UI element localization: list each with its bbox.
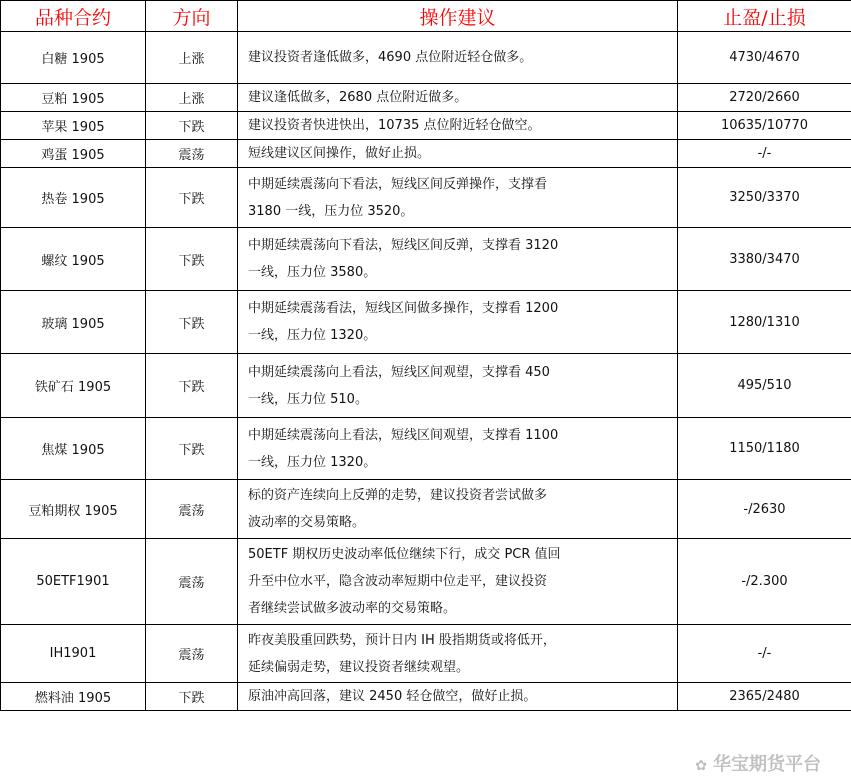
table-row (1, 625, 851, 683)
direction-cell: 上涨 (146, 32, 238, 84)
advice-line: 原油冲高回落，建议 2450 轻仓做空，做好止损。 (248, 683, 677, 710)
watermark-text: 华宝期货平台 (713, 754, 821, 775)
stop-cell: 3250/3370 (678, 168, 851, 228)
direction-cell: 下跌 (146, 228, 238, 291)
advice-line: 昨夜美股重回跌势，预计日内 IH 股指期货或将低开， (248, 627, 677, 654)
table-row (1, 354, 851, 418)
advice-cell (238, 418, 678, 480)
advice-line: 短线建议区间操作，做好止损。 (248, 140, 677, 167)
header-row (1, 1, 851, 32)
product-cell: 燃料油 1905 (1, 683, 146, 711)
product-cell: 焦煤 1905 (1, 418, 146, 480)
product-cell: IH1901 (1, 625, 146, 683)
table-row (1, 84, 851, 112)
stop-cell: 495/510 (678, 354, 851, 418)
direction-cell: 上涨 (146, 84, 238, 112)
table-row (1, 228, 851, 291)
advice-line: 建议投资者逢低做多，4690 点位附近轻仓做多。 (248, 44, 677, 71)
product-cell: 玻璃 1905 (1, 291, 146, 354)
direction-cell: 震荡 (146, 480, 238, 539)
advice-line: 一线，压力位 1320。 (248, 322, 677, 349)
stop-cell: 4730/4670 (678, 32, 851, 84)
advice-line: 建议投资者快进快出，10735 点位附近轻仓做空。 (248, 112, 677, 139)
advice-line: 中期延续震荡向下看法，短线区间反弹操作，支撑看 (248, 171, 677, 198)
stop-cell: 2720/2660 (678, 84, 851, 112)
stop-cell: -/- (678, 625, 851, 683)
advice-line: 3180 一线，压力位 3520。 (248, 198, 677, 225)
table-row (1, 140, 851, 168)
table-row (1, 32, 851, 84)
advice-line: 一线，压力位 510。 (248, 386, 677, 413)
stop-cell: 3380/3470 (678, 228, 851, 291)
direction-cell: 震荡 (146, 625, 238, 683)
advice-cell (238, 140, 678, 168)
advice-line: 中期延续震荡向上看法，短线区间观望，支撑看 450 (248, 359, 677, 386)
header-product: 品种合约 (1, 1, 146, 32)
direction-cell: 下跌 (146, 112, 238, 140)
table-row (1, 683, 851, 711)
advice-cell (238, 32, 678, 84)
table-row (1, 112, 851, 140)
advice-line: 建议逢低做多，2680 点位附近做多。 (248, 84, 677, 111)
stop-cell: -/- (678, 140, 851, 168)
direction-cell: 震荡 (146, 539, 238, 625)
advice-line: 一线，压力位 3580。 (248, 259, 677, 286)
header-stop: 止盈/止损 (678, 1, 851, 32)
direction-cell: 下跌 (146, 168, 238, 228)
direction-cell: 下跌 (146, 291, 238, 354)
product-cell: 热卷 1905 (1, 168, 146, 228)
product-cell: 白糖 1905 (1, 32, 146, 84)
advice-line: 者继续尝试做多波动率的交易策略。 (248, 595, 677, 622)
header-advice: 操作建议 (238, 1, 678, 32)
advice-line: 标的资产连续向上反弹的走势，建议投资者尝试做多 (248, 482, 677, 509)
direction-cell: 下跌 (146, 418, 238, 480)
product-cell: 豆粕期权 1905 (1, 480, 146, 539)
table-row (1, 539, 851, 625)
direction-cell: 下跌 (146, 354, 238, 418)
advice-cell (238, 480, 678, 539)
advice-cell (238, 539, 678, 625)
advice-cell (238, 84, 678, 112)
product-cell: 铁矿石 1905 (1, 354, 146, 418)
stop-cell: -/2630 (678, 480, 851, 539)
product-cell: 苹果 1905 (1, 112, 146, 140)
table-row (1, 480, 851, 539)
advice-cell (238, 354, 678, 418)
header-direction: 方向 (146, 1, 238, 32)
advice-line: 中期延续震荡看法，短线区间做多操作，支撑看 1200 (248, 295, 677, 322)
direction-cell: 下跌 (146, 683, 238, 711)
advice-line: 延续偏弱走势，建议投资者继续观望。 (248, 654, 677, 681)
advice-cell (238, 168, 678, 228)
advice-line: 波动率的交易策略。 (248, 509, 677, 536)
advice-line: 中期延续震荡向上看法，短线区间观望，支撑看 1100 (248, 422, 677, 449)
advice-line: 一线，压力位 1320。 (248, 449, 677, 476)
direction-cell: 震荡 (146, 140, 238, 168)
stop-cell: 1280/1310 (678, 291, 851, 354)
advice-cell (238, 228, 678, 291)
watermark (691, 752, 825, 778)
advice-line: 升至中位水平，隐含波动率短期中位走平，建议投资 (248, 568, 677, 595)
stop-cell: -/2.300 (678, 539, 851, 625)
advice-cell (238, 112, 678, 140)
stop-cell: 2365/2480 (678, 683, 851, 711)
table-row (1, 291, 851, 354)
advice-cell (238, 683, 678, 711)
product-cell: 50ETF1901 (1, 539, 146, 625)
table-row (1, 168, 851, 228)
product-cell: 豆粕 1905 (1, 84, 146, 112)
product-cell: 螺纹 1905 (1, 228, 146, 291)
advice-cell (238, 291, 678, 354)
advice-line: 50ETF 期权历史波动率低位继续下行，成交 PCR 值回 (248, 541, 677, 568)
advice-cell (238, 625, 678, 683)
table-row (1, 418, 851, 480)
wechat-icon: ✿ (695, 758, 707, 774)
stop-cell: 1150/1180 (678, 418, 851, 480)
stop-cell: 10635/10770 (678, 112, 851, 140)
product-cell: 鸡蛋 1905 (1, 140, 146, 168)
advice-line: 中期延续震荡向下看法，短线区间反弹，支撑看 3120 (248, 232, 677, 259)
